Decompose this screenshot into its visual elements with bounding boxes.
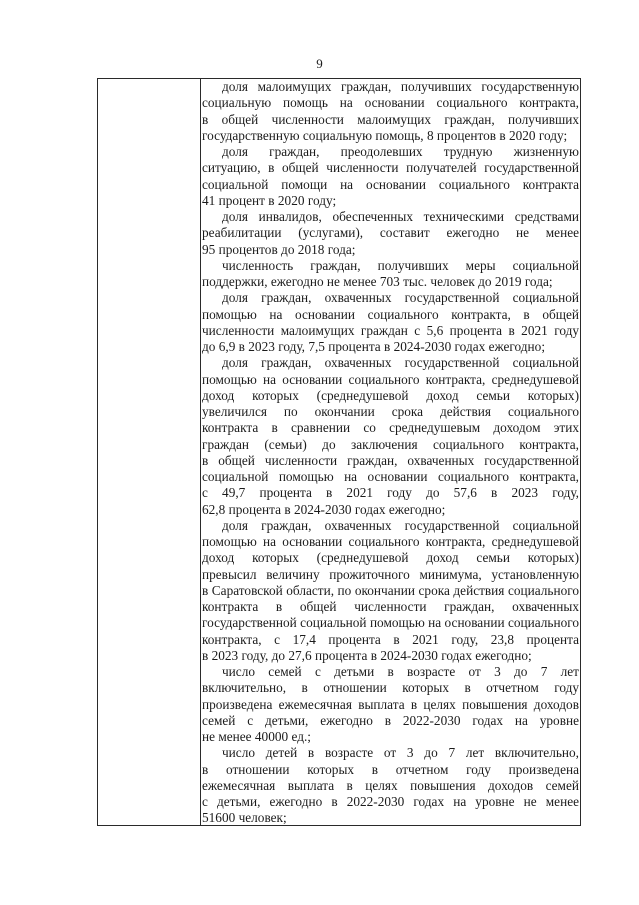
paragraph-p8	[202, 664, 579, 745]
text-line: реабилитации (услугами), составит ежегодно не менее	[202, 225, 579, 241]
text-line: государственной социальной помощью на основании социального	[202, 615, 579, 631]
text-line: доля инвалидов, обеспеченных техническими средствами	[222, 209, 579, 224]
paragraph-p6	[202, 355, 579, 518]
text-line: контракта в сравнении со среднедушевым доходом этих	[202, 420, 579, 436]
text-line: не менее 40000 ед.;	[202, 729, 311, 744]
text-line: контракта в общей численности граждан, охваченных	[202, 599, 579, 614]
text-line: социальную помощь на основании социального контракта,	[202, 95, 579, 111]
text-line: поддержки, ежегодно не менее 703 тыс. человек до 2019 года;	[202, 274, 553, 289]
paragraph-p5	[202, 290, 579, 355]
text-line: доход которых (среднедушевой доход семьи которых)	[202, 387, 579, 403]
page-number: 9	[316, 56, 323, 71]
paragraph-p9	[202, 745, 579, 826]
text-line: 41 процент в 2020 году;	[202, 192, 337, 208]
text-line: увеличился по окончании срока действия социального	[202, 404, 579, 419]
text-line: численность граждан, получивших меры социальной	[222, 257, 579, 273]
text-line: социальной помощью на основании социального контракта,	[202, 469, 579, 484]
text-line: в отношении которых в отчетном году произведена	[202, 761, 579, 777]
text-line: до 6,9 в 2023 году, 7,5 процента в 2024-2030 годах ежегодно;	[202, 339, 546, 354]
text-line: включительно, в отношении которых в отчетном году	[202, 680, 579, 696]
text-line: социальной помощи на основании социального контракта	[202, 176, 579, 192]
text-line: численности малоимущих граждан с 5,6 процента в 2021 году	[202, 322, 579, 338]
paragraph-p7	[202, 518, 579, 664]
text-line: 51600 человек;	[202, 810, 287, 826]
text-line: превысил величину прожиточного минимума, установленную	[202, 566, 579, 582]
text-line: контракта, с 17,4 процента в 2021 году, 23,8 процента	[202, 631, 579, 647]
text-line: 95 процентов до 2018 года;	[202, 241, 356, 257]
text-line: с 49,7 процента в 2021 году до 57,6 в 2023 году,	[202, 485, 579, 501]
text-line: число семей с детьми в возрасте от 3 до 7 лет	[222, 664, 579, 679]
text-line: произведена ежемесячная выплата в целях повышения доходов	[202, 696, 579, 712]
document-table	[97, 78, 581, 826]
text-line: доля граждан, охваченных государственной социальной	[222, 517, 579, 533]
paragraph-p2	[202, 144, 579, 209]
text-line: ежемесячная выплата в целях повышения доходов семей	[202, 777, 579, 793]
text-line: семей с детьми, ежегодно в 2022-2030 годах на уровне	[202, 712, 579, 728]
text-line: в общей численности малоимущих граждан, получивших	[202, 111, 579, 127]
text-line: в Саратовской области, по окончании срока действия социального	[202, 582, 579, 598]
table-left-column	[98, 79, 201, 825]
text-line: помощью на основании социального контракта, среднедушевой	[202, 534, 579, 549]
text-line: помощью на основании социального контракта, среднедушевой	[202, 371, 579, 387]
text-line: государственную социальную помощь, 8 процентов в 2020 году;	[202, 127, 568, 143]
text-line: помощью на основании социального контракта, в общей	[202, 306, 579, 322]
text-line: число детей в возрасте от 3 до 7 лет включительно,	[222, 745, 579, 761]
text-line: в общей численности граждан, охваченных государственной	[202, 452, 579, 468]
paragraph-p3	[202, 209, 579, 258]
text-line: доля граждан, преодолевших трудную жизненную	[222, 144, 579, 159]
paragraph-p4	[202, 258, 579, 291]
text-line: ситуацию, в общей численности получателей государственной	[202, 160, 579, 176]
paragraph-p1	[202, 79, 579, 144]
text-line: доля малоимущих граждан, получивших государственную	[222, 79, 579, 94]
text-line: с детьми, ежегодно в 2022-2030 годах на уровне не менее	[202, 794, 579, 809]
text-line: доля граждан, охваченных государственной социальной	[222, 355, 579, 371]
text-line: доход которых (среднедушевой доход семьи которых)	[202, 550, 579, 566]
table-right-column	[202, 79, 579, 827]
text-line: в 2023 году, до 27,6 процента в 2024-2030 годах ежегодно;	[202, 647, 532, 663]
text-line: доля граждан, охваченных государственной социальной	[222, 290, 579, 306]
text-line: 62,8 процента в 2024-2030 годах ежегодно;	[202, 501, 446, 517]
text-line: граждан (семьи) до заключения социального контракта,	[202, 436, 579, 452]
